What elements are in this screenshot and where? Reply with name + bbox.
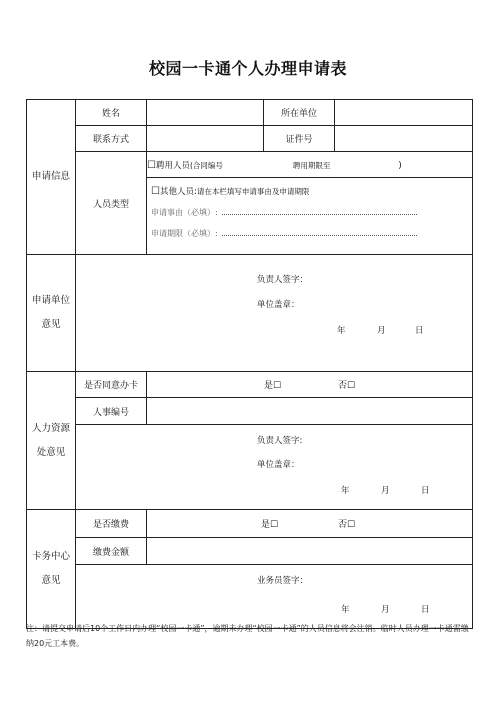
agree-no-checkbox[interactable]: 否☐ xyxy=(337,381,356,391)
hr-opinion-area[interactable] xyxy=(76,425,473,510)
other-staff-checkbox[interactable]: ☐ xyxy=(151,186,160,197)
unit-field[interactable] xyxy=(335,100,473,126)
unit-month: 月 xyxy=(377,326,386,336)
reason-label: 申请事由（必填）: xyxy=(151,208,218,217)
operator-signature-label: 业务员签字： xyxy=(257,576,309,586)
unit-year: 年 xyxy=(337,326,346,336)
section-applicant-label: 申请信息 xyxy=(27,100,76,255)
option-contract-staff[interactable] xyxy=(147,152,473,178)
hr-stamp-label: 单位盖章： xyxy=(257,460,300,470)
section-unit-opinion-label: 申请单位 意见 xyxy=(27,255,76,372)
agree-options xyxy=(147,372,473,398)
contract-paren-close: ) xyxy=(398,160,402,171)
contract-staff-label: 聘用人员 xyxy=(155,160,190,171)
contact-label: 联系方式 xyxy=(76,126,147,152)
page-title: 校园一卡通个人办理申请表 xyxy=(148,59,347,78)
contract-no-label: (合同编号 xyxy=(189,160,223,170)
name-field[interactable] xyxy=(147,100,264,126)
card-day: 日 xyxy=(421,605,430,615)
option-other-staff xyxy=(147,178,473,255)
name-label: 姓名 xyxy=(76,100,147,126)
hr-year: 年 xyxy=(341,486,350,496)
unit-day: 日 xyxy=(415,326,424,336)
unit-signature-label: 负责人签字： xyxy=(257,275,309,285)
section-hr-opinion-label: 人力资源 处意见 xyxy=(27,372,76,510)
application-form xyxy=(26,99,473,629)
paid-label: 是否缴费 xyxy=(76,510,147,538)
section-card-center-label: 卡务中心 意见 xyxy=(27,510,76,629)
hr-day: 日 xyxy=(421,486,430,496)
staff-no-field[interactable] xyxy=(147,398,473,425)
paid-no-checkbox[interactable]: 否☐ xyxy=(337,520,356,530)
contact-field[interactable] xyxy=(147,126,264,152)
card-month: 月 xyxy=(381,605,390,615)
contract-period-label: 聘用期限至 xyxy=(292,160,331,170)
hr-month: 月 xyxy=(381,486,390,496)
other-staff-label: 其他人员: xyxy=(159,187,197,197)
amount-label: 缴费金额 xyxy=(76,538,147,565)
id-field[interactable] xyxy=(335,126,473,152)
agree-yes-checkbox[interactable]: 是☐ xyxy=(264,381,282,391)
id-label: 证件号 xyxy=(264,126,335,152)
agree-label: 是否同意办卡 xyxy=(76,372,147,398)
unit-label: 所在单位 xyxy=(264,100,335,126)
period-label: 申请期限（必填）: xyxy=(151,229,218,238)
staff-no-label: 人事编号 xyxy=(76,398,147,425)
unit-opinion-area[interactable] xyxy=(76,255,473,372)
card-center-opinion-area[interactable] xyxy=(76,565,473,629)
other-staff-desc: 请在本栏填写申请事由及申请期限 xyxy=(196,187,310,196)
hr-signature-label: 负责人签字: xyxy=(257,436,303,446)
unit-stamp-label: 单位盖章： xyxy=(257,300,300,310)
paid-yes-checkbox[interactable]: 是☐ xyxy=(261,520,279,530)
reason-field[interactable] xyxy=(222,208,417,215)
contract-staff-checkbox[interactable]: ☐ xyxy=(147,159,156,171)
paid-options xyxy=(147,510,473,538)
amount-field[interactable] xyxy=(147,538,473,565)
period-field[interactable] xyxy=(222,229,417,236)
card-year: 年 xyxy=(341,605,350,615)
person-type-label: 人员类型 xyxy=(76,152,147,255)
footer-note: 注：请提交申请后10个工作日内办理“校园一卡通”，逾期未办理“校园一卡通”的人员信息将会注销。临时人员办理一卡通需缴纳20元工本费。 xyxy=(26,624,469,648)
